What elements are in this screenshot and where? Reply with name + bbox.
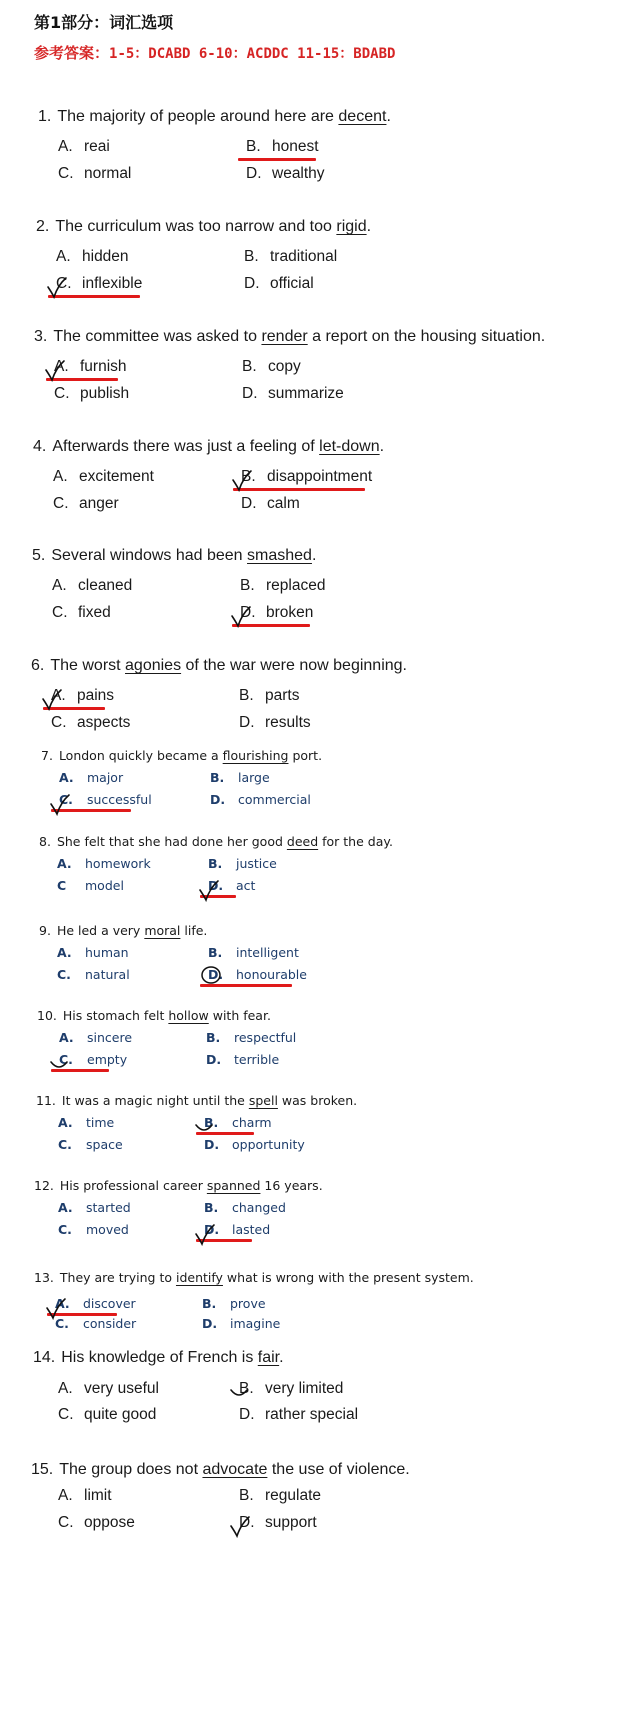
option-letter: D. (206, 1052, 222, 1067)
option-letter: A. (58, 1200, 73, 1215)
stem-text: They are trying to (59, 1270, 176, 1285)
option-text: moved (86, 1222, 129, 1237)
checkmark-icon (230, 606, 252, 628)
option-a (52, 577, 132, 595)
checkmark-icon (194, 1224, 216, 1246)
checkmark-icon (49, 794, 71, 816)
option-c (58, 1514, 135, 1532)
question-number: 6. (31, 657, 45, 674)
checkmark-icon (198, 880, 220, 902)
option-text: wealthy (272, 165, 325, 182)
question-stem (33, 438, 384, 456)
option-letter: D. (246, 165, 262, 182)
target-word: spanned (206, 1178, 261, 1193)
option-letter: A. (57, 856, 72, 871)
option-text: large (238, 770, 270, 785)
question-stem (39, 834, 393, 849)
option-text: rather special (265, 1406, 359, 1423)
option-c (57, 967, 130, 982)
question-stem (33, 1349, 284, 1367)
option-letter: A. (55, 1296, 70, 1311)
option-text: hidden (82, 248, 129, 265)
checkmark-icon (229, 1516, 251, 1538)
question-number: 4. (33, 438, 47, 455)
option-text: results (265, 714, 311, 731)
stem-text: Afterwards there was just a feeling of (52, 438, 320, 455)
answer-key-value: 1-5：DCABD 6-10：ACDDC 11-15：BDABD (109, 46, 396, 62)
target-word: decent (338, 108, 387, 125)
option-letter: A. (56, 248, 71, 265)
option-letter: A. (54, 358, 69, 375)
option-text: limit (84, 1487, 112, 1504)
option-letter: D. (210, 792, 226, 807)
option-letter: D. (242, 385, 258, 402)
option-d (208, 967, 307, 982)
option-letter: B. (244, 248, 259, 265)
question-stem (34, 1178, 323, 1193)
stem-text: The committee was asked to (53, 328, 262, 345)
option-letter: D. (202, 1316, 218, 1331)
option-letter: B. (241, 468, 256, 485)
option-text: parts (265, 687, 300, 704)
option-text: very limited (265, 1380, 344, 1397)
arc-mark-icon (49, 1054, 71, 1076)
option-text: time (86, 1115, 115, 1130)
stem-text-end: a report on the housing situation. (307, 328, 546, 345)
option-a (59, 1030, 132, 1045)
option-d (244, 275, 314, 293)
arc-mark-icon (194, 1117, 216, 1139)
option-text: fixed (78, 604, 111, 621)
option-letter: A. (58, 1115, 73, 1130)
target-word: spell (248, 1093, 278, 1108)
question-number: 3. (34, 328, 48, 345)
option-text: model (85, 878, 124, 893)
option-text: started (86, 1200, 131, 1215)
stem-text: It was a magic night until the (61, 1093, 249, 1108)
option-a (57, 856, 151, 871)
option-letter: B. (246, 138, 261, 155)
question-stem (34, 1270, 474, 1285)
question-number: 15. (31, 1461, 54, 1478)
option-b (244, 248, 337, 266)
option-text: reai (84, 138, 110, 155)
option-text: honourable (236, 967, 307, 982)
option-letter: C. (52, 604, 68, 621)
stem-text-end: . (311, 547, 317, 564)
question-stem (41, 748, 322, 763)
option-text: sincere (87, 1030, 133, 1045)
option-letter: B. (239, 687, 254, 704)
option-letter: B. (204, 1200, 219, 1215)
option-letter: A. (58, 1487, 73, 1504)
option-letter: D. (204, 1222, 220, 1237)
option-text: calm (267, 495, 300, 512)
option-letter: C. (51, 714, 67, 731)
stem-text-end: what is wrong with the present system. (222, 1270, 474, 1285)
target-word: hollow (168, 1008, 209, 1023)
target-word: agonies (125, 657, 182, 674)
option-text: opportunity (232, 1137, 305, 1152)
option-letter: B. (208, 856, 223, 871)
question-number: 2. (36, 218, 50, 235)
option-letter: C. (58, 1137, 72, 1152)
option-d (239, 1406, 358, 1424)
stem-text-end: port. (288, 748, 323, 763)
stem-text: The majority of people around here are (57, 108, 339, 125)
stem-text: She felt that she had done her good (56, 834, 287, 849)
question-stem (31, 657, 407, 675)
option-text: homework (85, 856, 151, 871)
option-b (202, 1296, 266, 1311)
option-letter: C. (54, 385, 70, 402)
option-c (51, 714, 130, 732)
option-letter: C. (53, 495, 69, 512)
target-word: deed (286, 834, 319, 849)
option-letter: A. (53, 468, 68, 485)
option-letter: D. (240, 604, 256, 621)
stem-text-end: for the day. (318, 834, 393, 849)
option-letter: C. (59, 792, 73, 807)
option-letter: C. (58, 1222, 72, 1237)
option-text: support (265, 1514, 317, 1531)
option-text: disappointment (267, 468, 373, 485)
option-d (239, 714, 311, 732)
option-text: discover (83, 1296, 136, 1311)
option-letter: C (57, 878, 67, 893)
option-text: prove (230, 1296, 266, 1311)
stem-text-end: the use of violence. (267, 1461, 410, 1478)
target-word: rigid (336, 218, 367, 235)
option-b (239, 1380, 343, 1398)
option-letter: B. (208, 945, 223, 960)
option-text: excitement (79, 468, 154, 485)
option-letter: D. (204, 1137, 220, 1152)
stem-text: He led a very (56, 923, 145, 938)
stem-text: His stomach felt (62, 1008, 169, 1023)
stem-text-end: . (279, 1349, 284, 1366)
option-text: major (87, 770, 124, 785)
stem-text-end: with fear. (208, 1008, 271, 1023)
option-letter: D. (208, 878, 224, 893)
option-text: natural (85, 967, 130, 982)
option-letter: C. (55, 1316, 69, 1331)
option-a (57, 945, 129, 960)
target-word: identify (175, 1270, 223, 1285)
stem-text: His professional career (59, 1178, 207, 1193)
stem-text: Several windows had been (51, 547, 248, 564)
option-text: respectful (234, 1030, 297, 1045)
option-letter: A. (58, 1380, 73, 1397)
option-letter: B. (204, 1115, 219, 1130)
option-text: pains (77, 687, 115, 704)
stem-text-end: . (379, 438, 385, 455)
question-stem (36, 1093, 357, 1108)
option-d (241, 495, 300, 513)
question-number: 13. (34, 1270, 54, 1285)
question-number: 7. (41, 748, 53, 763)
option-letter: A. (51, 687, 66, 704)
option-c (58, 1137, 123, 1152)
checkmark-icon (46, 277, 68, 299)
checkmark-icon (231, 470, 253, 492)
option-a (58, 138, 110, 156)
option-text: lasted (232, 1222, 271, 1237)
option-text: space (86, 1137, 123, 1152)
option-text: imagine (230, 1316, 281, 1331)
option-text: furnish (80, 358, 127, 375)
option-b (242, 358, 301, 376)
arc-mark-icon (229, 1382, 251, 1404)
option-text: consider (83, 1316, 137, 1331)
option-letter: C. (58, 1514, 74, 1531)
option-text: justice (236, 856, 277, 871)
option-a (58, 1487, 112, 1505)
option-letter: A. (57, 945, 72, 960)
option-text: changed (232, 1200, 286, 1215)
option-text: broken (266, 604, 314, 621)
option-letter: C. (58, 165, 74, 182)
option-text: successful (87, 792, 152, 807)
stem-text: The worst (50, 657, 126, 674)
stem-text-end: . (386, 108, 391, 125)
option-b (208, 945, 299, 960)
section-title: 第1部分：词汇选项 (34, 13, 174, 32)
option-letter: B. (239, 1380, 254, 1397)
option-letter: C. (57, 967, 71, 982)
option-a (58, 1380, 159, 1398)
option-text: inflexible (82, 275, 143, 292)
circle-mark-icon (200, 965, 222, 985)
answer-underline-mark (238, 158, 316, 161)
option-d (206, 1052, 279, 1067)
option-text: act (236, 878, 256, 893)
target-word: fair (257, 1349, 280, 1366)
option-letter: B. (240, 577, 255, 594)
stem-text: The curriculum was too narrow and too (55, 218, 337, 235)
option-letter: B. (206, 1030, 221, 1045)
question-number: 5. (32, 547, 46, 564)
option-text: honest (272, 138, 319, 155)
option-text: intelligent (236, 945, 299, 960)
question-stem (32, 547, 316, 565)
stem-text: His knowledge of French is (61, 1349, 258, 1366)
option-letter: C. (58, 1406, 74, 1423)
option-text: traditional (270, 248, 338, 265)
option-text: empty (87, 1052, 128, 1067)
question-number: 9. (39, 923, 51, 938)
option-letter: D. (244, 275, 260, 292)
option-c (55, 1316, 136, 1331)
option-c (52, 604, 111, 622)
question-stem (36, 218, 371, 236)
option-text: aspects (77, 714, 131, 731)
option-text: official (270, 275, 314, 292)
answer-key-label: 参考答案： (34, 44, 110, 62)
option-letter: A. (59, 770, 74, 785)
question-stem (39, 923, 207, 938)
option-c (58, 165, 131, 183)
option-a (55, 1296, 136, 1311)
option-letter: A. (52, 577, 67, 594)
option-b (210, 770, 270, 785)
option-b (208, 856, 277, 871)
option-letter: C. (56, 275, 72, 292)
checkmark-icon (41, 689, 63, 711)
option-text: replaced (266, 577, 326, 594)
option-text: anger (79, 495, 119, 512)
option-a (59, 770, 123, 785)
option-a (58, 1200, 131, 1215)
question-stem (31, 1461, 410, 1479)
target-word: flourishing (222, 748, 289, 763)
question-number: 10. (37, 1008, 57, 1023)
option-letter: C. (59, 1052, 73, 1067)
option-a (53, 468, 154, 486)
option-text: oppose (84, 1514, 135, 1531)
option-text: regulate (265, 1487, 322, 1504)
option-c (57, 878, 124, 893)
option-letter: D. (241, 495, 257, 512)
option-letter: D. (208, 967, 224, 982)
target-word: render (261, 328, 308, 345)
stem-text-end: 16 years. (260, 1178, 323, 1193)
option-text: cleaned (78, 577, 133, 594)
option-d (202, 1316, 280, 1331)
option-b (239, 687, 299, 705)
question-number: 1. (38, 108, 52, 125)
option-b (239, 1487, 321, 1505)
option-c (56, 275, 142, 293)
option-letter: B. (239, 1487, 254, 1504)
option-d (210, 792, 311, 807)
option-b (206, 1030, 296, 1045)
option-letter: A. (58, 138, 73, 155)
question-number: 14. (33, 1349, 56, 1366)
option-letter: B. (210, 770, 225, 785)
option-letter: B. (242, 358, 257, 375)
target-word: advocate (202, 1461, 268, 1478)
stem-text-end: was broken. (277, 1093, 358, 1108)
stem-text-end: life. (180, 923, 208, 938)
question-number: 8. (39, 834, 51, 849)
option-letter: D. (239, 714, 255, 731)
target-word: let-down (319, 438, 380, 455)
question-number: 12. (34, 1178, 54, 1193)
checkmark-icon (44, 360, 66, 382)
option-c (59, 792, 152, 807)
option-a (56, 248, 129, 266)
option-b (246, 138, 319, 156)
option-text: normal (84, 165, 132, 182)
stem-text-end: of the war were now beginning. (181, 657, 407, 674)
question-stem (38, 108, 391, 126)
option-b (204, 1200, 286, 1215)
question-stem (37, 1008, 271, 1023)
stem-text: The group does not (59, 1461, 203, 1478)
option-text: terrible (234, 1052, 280, 1067)
option-text: summarize (268, 385, 344, 402)
option-text: human (85, 945, 129, 960)
option-d (204, 1137, 305, 1152)
option-letter: D. (239, 1514, 255, 1531)
stem-text: London quickly became a (58, 748, 223, 763)
option-text: copy (268, 358, 301, 375)
option-b (240, 577, 325, 595)
option-text: quite good (84, 1406, 157, 1423)
option-letter: D. (239, 1406, 255, 1423)
option-letter: A. (59, 1030, 74, 1045)
option-c (53, 495, 119, 513)
option-c (54, 385, 129, 403)
question-number: 11. (36, 1093, 56, 1108)
option-text: charm (232, 1115, 272, 1130)
stem-text-end: . (366, 218, 372, 235)
option-letter: B. (202, 1296, 217, 1311)
option-b (241, 468, 372, 486)
answer-key (34, 42, 395, 63)
target-word: smashed (247, 547, 312, 564)
option-d (246, 165, 325, 183)
option-c (58, 1222, 129, 1237)
option-c (58, 1406, 156, 1424)
option-d (242, 385, 344, 403)
option-text: commercial (238, 792, 311, 807)
target-word: moral (144, 923, 181, 938)
option-text: very useful (84, 1380, 159, 1397)
option-text: publish (80, 385, 130, 402)
option-a (58, 1115, 114, 1130)
question-stem (34, 328, 545, 346)
